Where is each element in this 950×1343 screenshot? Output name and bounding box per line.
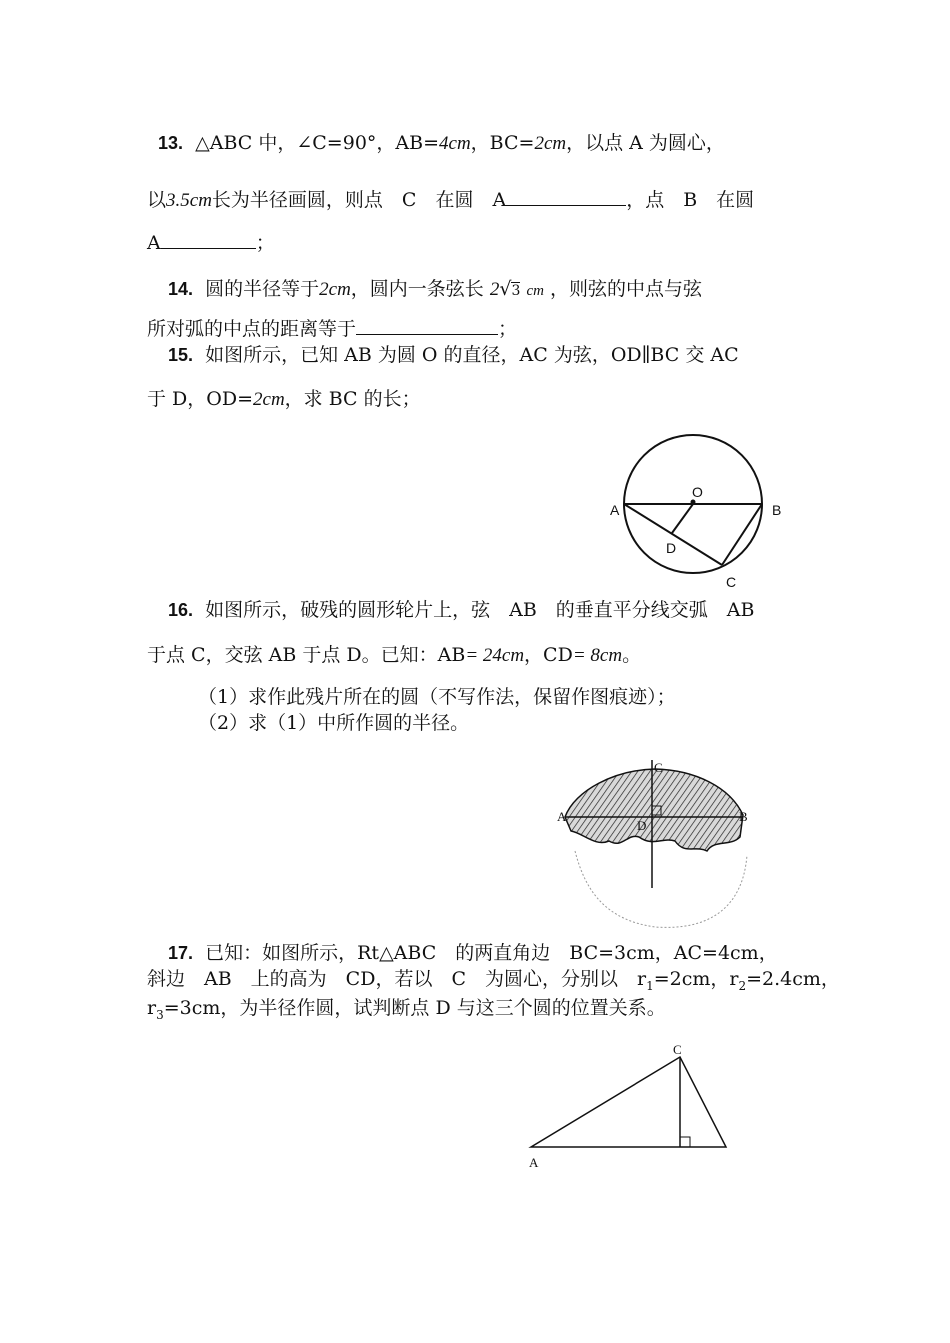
missing-arc-guide bbox=[575, 851, 747, 927]
q14-line1: 14. 圆的半径等于2cm，圆内一条弦长 2√3 cm ，则弦的中点与弦 bbox=[168, 278, 702, 300]
q17-number: 17. bbox=[168, 943, 194, 963]
q16-number: 16. bbox=[168, 600, 194, 620]
label-c: C bbox=[673, 1042, 682, 1057]
q15-number: 15. bbox=[168, 345, 194, 365]
label-a: A bbox=[610, 502, 620, 518]
q13-line3: A ； bbox=[147, 232, 275, 254]
q16-sub2: （2）求（1）中所作圆的半径。 bbox=[198, 712, 470, 734]
circle-diameter-figure bbox=[600, 425, 800, 595]
triangle-abc bbox=[531, 1057, 726, 1147]
q15-line1: 15. 如图所示，已知 AB 为圆 O 的直径，AC 为弦，OD∥BC 交 AC bbox=[168, 344, 739, 366]
answer-blank[interactable] bbox=[506, 187, 626, 206]
broken-wheel-figure bbox=[545, 755, 765, 940]
segment-od bbox=[672, 504, 693, 533]
q15-line2: 于 D，OD=2cm，求 BC 的长； bbox=[147, 388, 421, 410]
sqrt-sign: √ bbox=[499, 278, 512, 300]
label-c: C bbox=[654, 760, 663, 775]
label-o: O bbox=[692, 484, 703, 500]
q16-line2: 于点 C，交弦 AB 于点 D。已知：AB= 24cm，CD= 8cm。 bbox=[147, 644, 642, 666]
label-d: D bbox=[637, 818, 647, 833]
q13-line2: 以3.5cm长为半径画圆，则点 C 在圆 A ，点 B 在圆 bbox=[147, 189, 755, 211]
label-b: B bbox=[772, 502, 782, 518]
label-a: A bbox=[529, 1155, 539, 1170]
label-a: A bbox=[557, 809, 567, 824]
answer-blank[interactable] bbox=[356, 316, 498, 335]
q17-line2: 斜边 AB 上的高为 CD，若以 C 为圆心，分别以 $r_1=2cm$，$r_2=2.4cm$， bbox=[147, 968, 840, 993]
answer-blank[interactable] bbox=[161, 230, 256, 249]
center-point bbox=[691, 500, 696, 505]
label-c: C bbox=[726, 574, 737, 590]
q14-line2: 所对弧的中点的距离等于 ； bbox=[147, 318, 518, 340]
q13-number: 13. bbox=[158, 133, 184, 153]
wheel-fragment bbox=[565, 769, 743, 851]
q16-sub1: （1）求作此残片所在的圆（不写作法，保留作图痕迹）； bbox=[198, 686, 676, 708]
q13-line1: 13. △ABC 中，∠C=90°，AB=4cm，BC=2cm，以点 A 为圆心， bbox=[158, 132, 725, 154]
q14-number: 14. bbox=[168, 279, 194, 299]
q17-line1: 17. 已知：如图所示，Rt△ABC 的两直角边 BC=3cm，AC=4cm， bbox=[168, 942, 778, 964]
right-angle-mark bbox=[680, 1137, 690, 1147]
label-b: B bbox=[739, 809, 748, 824]
q17-line3: $r_3=3cm$，为半径作圆，试判断点 D 与这三个圆的位置关系。 bbox=[147, 997, 666, 1022]
q16-line1: 16. 如图所示，破残的圆形轮片上，弦 AB 的垂直平分线交弧 AB bbox=[168, 599, 755, 621]
label-d: D bbox=[666, 540, 677, 556]
right-triangle-figure bbox=[525, 1040, 740, 1175]
